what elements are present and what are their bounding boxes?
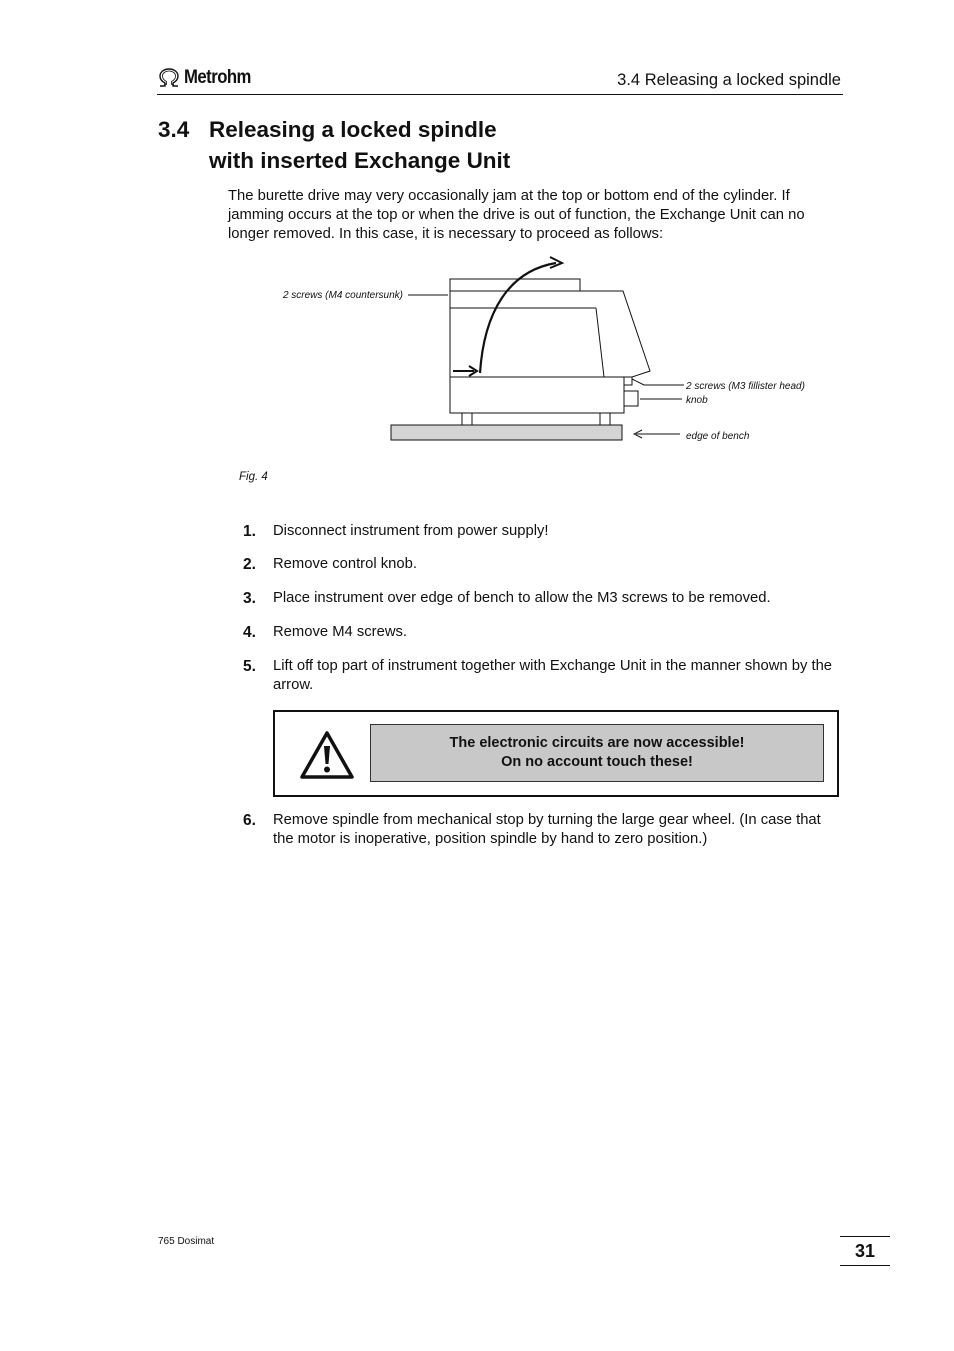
step-text: Disconnect instrument from power supply! (273, 523, 549, 539)
section-heading (158, 114, 510, 176)
list-item (243, 623, 843, 642)
section-number: 3.4 (158, 117, 190, 142)
product-name: 765 Dosimat (158, 1236, 215, 1247)
step-text: Place instrument over edge of bench to allow the M3 screws to be removed. (273, 590, 771, 606)
step-number: 2. (243, 556, 256, 573)
list-item (243, 589, 843, 608)
step-text: Remove spindle from mechanical stop by turning the large gear wheel. (In case that the motor is inoperative, position spindle by hand to zero position.) (273, 812, 821, 848)
header-divider (157, 94, 843, 95)
running-header: 3.4 Releasing a locked spindle (617, 71, 841, 89)
figure-caption: Fig. 4 (239, 471, 268, 483)
page-number: 31 (840, 1236, 890, 1266)
step-text: Lift off top part of instrument together with Exchange Unit in the manner shown by the arrow. (273, 658, 833, 694)
step-number: 1. (243, 523, 256, 540)
warning-message (370, 724, 824, 782)
metrohm-logo (158, 66, 260, 90)
step-number: 4. (243, 624, 256, 641)
instrument-lower-part (450, 377, 624, 413)
step-number: 3. (243, 590, 256, 607)
control-knob (624, 391, 638, 406)
warning-line-2: On no account touch these! (501, 754, 693, 770)
list-item (243, 811, 843, 849)
exchange-unit-lid (450, 279, 580, 291)
label-m3-screws: 2 screws (M3 fillister head) (686, 381, 805, 392)
list-item (243, 522, 843, 541)
warning-callout (273, 710, 839, 797)
instrument-foot-left (462, 413, 472, 425)
intro-paragraph: The burette drive may very occasionally jam at the top or bottom end of the cylinder. If jamming occurs at the top or when the drive is out of function, the Exchange Unit can no longer removed. In this case, it is necessary to proceed as follows: (228, 188, 805, 243)
step-text: Remove control knob. (273, 556, 417, 572)
list-item (243, 555, 843, 574)
step-number: 6. (243, 812, 256, 829)
warning-line-1: The electronic circuits are now accessible! (449, 735, 745, 751)
heading-line-1: Releasing a locked spindle (209, 117, 497, 142)
lift-arrow-head (550, 257, 562, 268)
step-text: Remove M4 screws. (273, 624, 408, 640)
list-item (243, 657, 843, 695)
heading-line-2: with inserted Exchange Unit (209, 148, 511, 173)
omega-logo-icon (158, 68, 180, 88)
instrument-foot-right (600, 413, 610, 425)
m3-screw (624, 377, 632, 385)
label-bench: edge of bench (686, 431, 750, 442)
label-m4-screws: 2 screws (M4 countersunk) (282, 290, 403, 301)
step-number: 5. (243, 658, 256, 675)
bench (391, 425, 622, 440)
label-knob: knob (686, 395, 708, 406)
warning-icon (299, 730, 355, 780)
logo-wordmark: Metrohm (184, 67, 251, 88)
instrument-diagram (260, 253, 840, 453)
